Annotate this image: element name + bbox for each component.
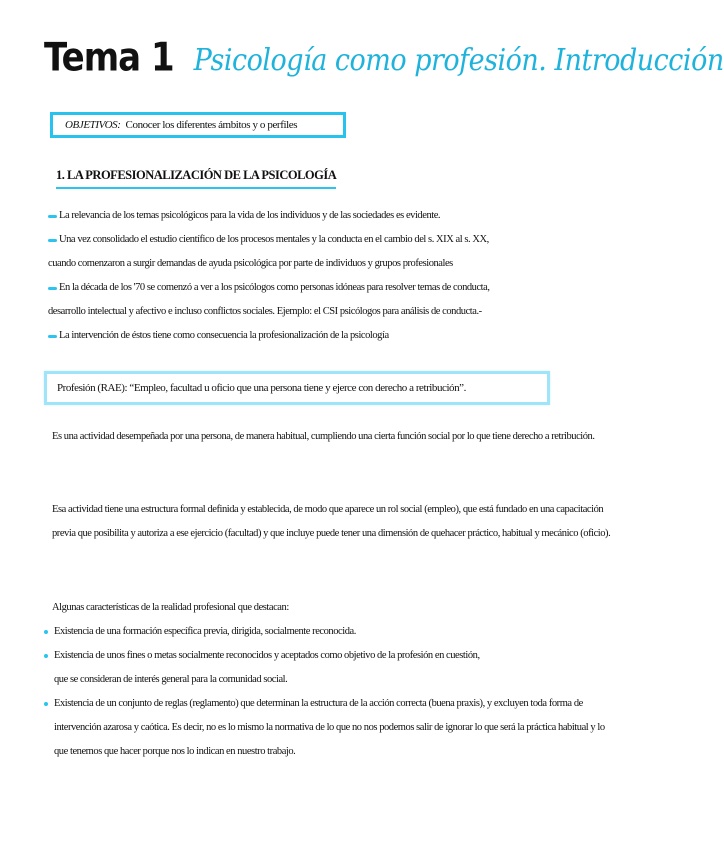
list-item-text: Existencia de un conjunto de reglas (reglamento) que determinan la estructura de la acción correcta (buena praxis), y excluyen toda forma de intervención azarosa y caótica. Es decir, no es lo mismo la normativa de lo que no nos podemos salir de ignorar lo que será la práctica habitual y lo que tenemos que hacer porque nos lo indican en nuestro trabajo. (54, 698, 605, 757)
list-item-text: Una vez consolidado el estudio científico de los procesos mentales y la conducta en el cambio del s. XIX al s. XX, (59, 234, 489, 245)
list-item (44, 644, 619, 692)
list-item-continuation: que se consideran de interés general para la comunidad social. (54, 674, 288, 685)
list-item-text: En la década de los '70 se comenzó a ver a los psicólogos como personas idóneas para resolver temas de conducta, (59, 282, 490, 293)
objectives-label: OBJETIVOS: (65, 119, 121, 131)
list-item (48, 276, 623, 324)
section-heading: 1. LA PROFESIONALIZACIÓN DE LA PSICOLOGÍA (56, 168, 336, 189)
list-item-text: Existencia de unos fines o metas socialmente reconocidos y aceptados como objetivo de la profesión en cuestión, (54, 650, 480, 661)
list-item (48, 324, 623, 348)
dot-bullet-icon (44, 702, 48, 706)
list-item-text: Existencia de una formación específica previa, dirigida, socialmente reconocida. (54, 626, 356, 637)
paragraph-definition-explained: Es una actividad desempeñada por una persona, de manera habitual, cumpliendo una cierta función social por lo que tiene derecho a retribución. (52, 431, 595, 442)
page-title (44, 35, 724, 81)
objectives-text: Conocer los diferentes ámbitos y o perfiles (125, 119, 298, 131)
dash-bullet-icon (48, 215, 57, 218)
list-item-continuation: cuando comenzaron a surgir demandas de ayuda psicológica por parte de individuos y grupos profesionales (48, 258, 453, 269)
dash-bullet-icon (48, 335, 57, 338)
list-item (48, 228, 623, 276)
dot-bullet-icon (44, 654, 48, 658)
dash-bullet-icon (48, 239, 57, 242)
dash-bullet-icon (48, 287, 57, 290)
title-topic: Psicología como profesión. Introducción (193, 43, 724, 78)
list-item-text: La intervención de éstos tiene como consecuencia la profesionalización de la psicología (59, 330, 389, 341)
title-number: Tema 1 (44, 35, 174, 81)
dot-bullet-icon (44, 630, 48, 634)
paragraph-structure: Esa actividad tiene una estructura formal definida y establecida, de modo que aparece un rol social (empleo), que está fundado en una capacitación previa que posibilita y autoriza a ese ejercicio (facultad) y que incluye puede tener una dimensión de quehacer práctico, habitual y mecánico (oficio). (52, 504, 611, 539)
list-item (44, 620, 619, 644)
list-item (44, 692, 619, 764)
intro-bullet-list (48, 204, 623, 348)
list-item-text: La relevancia de los temas psicológicos para la vida de los individuos y de las sociedades es evidente. (59, 210, 441, 221)
objectives-box (50, 112, 346, 138)
definition-box: Profesión (RAE): “Empleo, facultad u oficio que una persona tiene y ejerce con derecho a retribución”. (44, 371, 550, 405)
list-item (48, 204, 623, 228)
list-item-continuation: desarrollo intelectual y afectivo e incluso conflictos sociales. Ejemplo: el CSI psicólogos para análisis de conducta.- (48, 306, 482, 317)
characteristics-list (44, 620, 619, 764)
paragraph-characteristics-intro: Algunas características de la realidad profesional que destacan: (52, 602, 289, 613)
